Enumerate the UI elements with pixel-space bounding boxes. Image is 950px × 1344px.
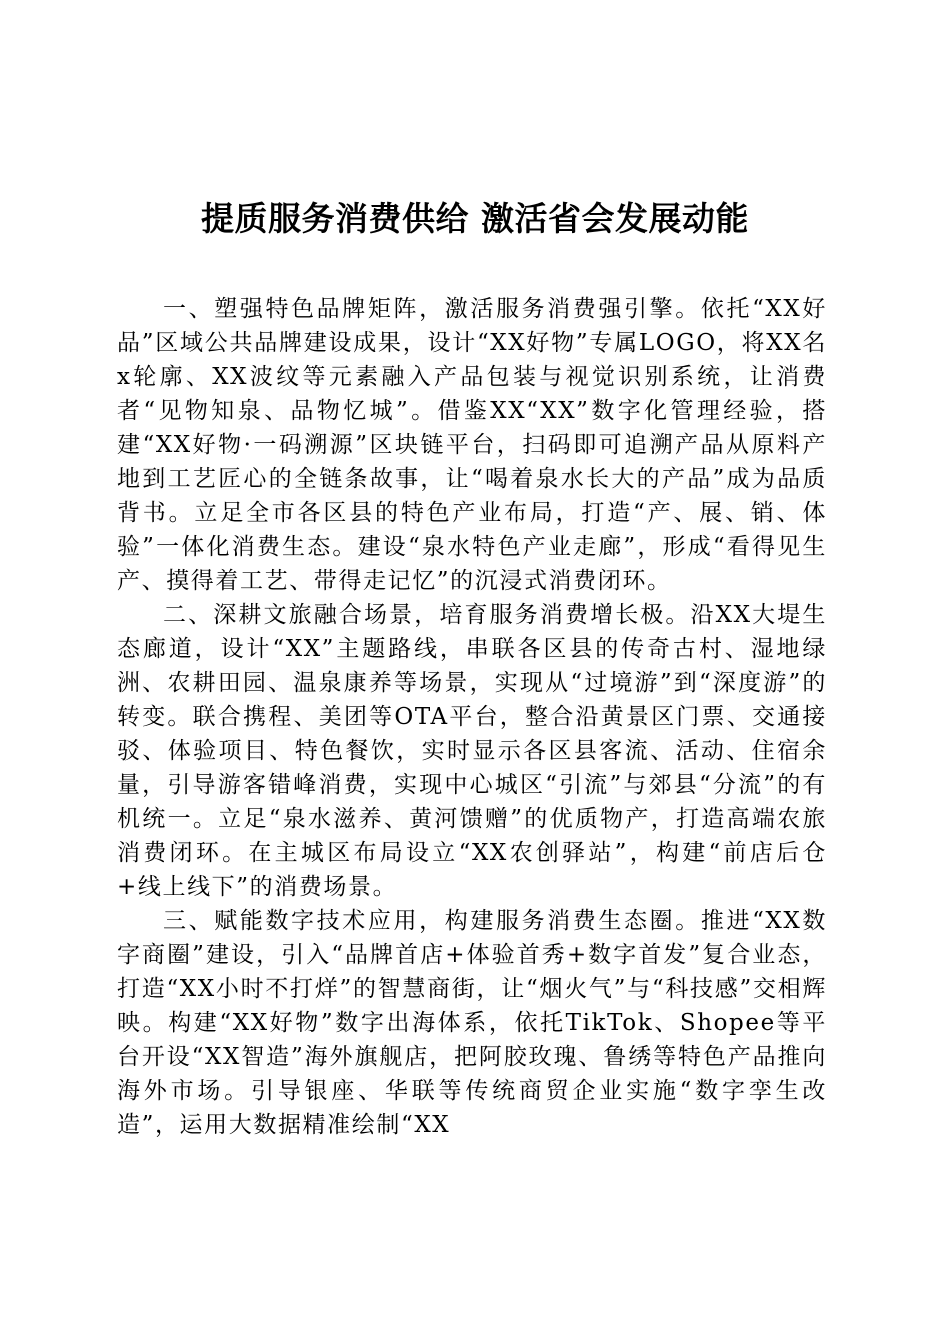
paragraph-1: 一、塑强特色品牌矩阵，激活服务消费强引擎。依托“XX好品”区域公共品牌建设成果，设计“XX好物”专属LOGO，将XX名x轮廓、XX波纹等元素融入产品包装与视觉识别系统，让消费者“见物知泉、品物忆城”。借鉴XX“XX”数字化管理经验，搭建“XX好物·一码溯源”区块链平台，扫码即可追溯产品从原料产地到工艺匠心的全链条故事，让“喝着泉水长大的产品”成为品质背书。立足全市各区县的特色产业布局，打造“产、展、销、体验”一体化消费生态。建设“泉水特色产业走廊”，形成“看得见生产、摸得着工艺、带得走记忆”的沉浸式消费闭环。 [117, 296, 827, 594]
document-body [117, 292, 827, 1142]
document-title: 提质服务消费供给 激活省会发展动能 [201, 199, 749, 238]
paragraph-2: 二、深耕文旅融合场景，培育服务消费增长极。沿XX大堤生态廊道，设计“XX”主题路线，串联各区县的传奇古村、湿地绿洲、农耕田园、温泉康养等场景，实现从“过境游”到“深度游”的转变。联合携程、美团等OTA平台，整合沿黄景区门票、交通接驳、体验项目、特色餐饮，实时显示各区县客流、活动、住宿余量，引导游客错峰消费，实现中心城区“引流”与郊县“分流”的有机统一。立足“泉水滋养、黄河馈赠”的优质物产，打造高端农旅消费闭环。在主城区布局设立“XX农创驿站”，构建“前店后仓+线上线下”的消费场景。 [117, 602, 827, 900]
paragraph-3: 三、赋能数字技术应用，构建服务消费生态圈。推进“XX数字商圈”建设，引入“品牌首店+体验首秀+数字首发”复合业态，打造“XX小时不打烊”的智慧商街，让“烟火气”与“科技感”交相辉映。构建“XX好物”数字出海体系，依托TikTok、Shopee等平台开设“XX智造”海外旗舰店，把阿胶玫瑰、鲁绣等特色产品推向海外市场。引导银座、华联等传统商贸企业实施“数字孪生改造”，运用大数据精准绘制“XX [117, 908, 827, 1138]
